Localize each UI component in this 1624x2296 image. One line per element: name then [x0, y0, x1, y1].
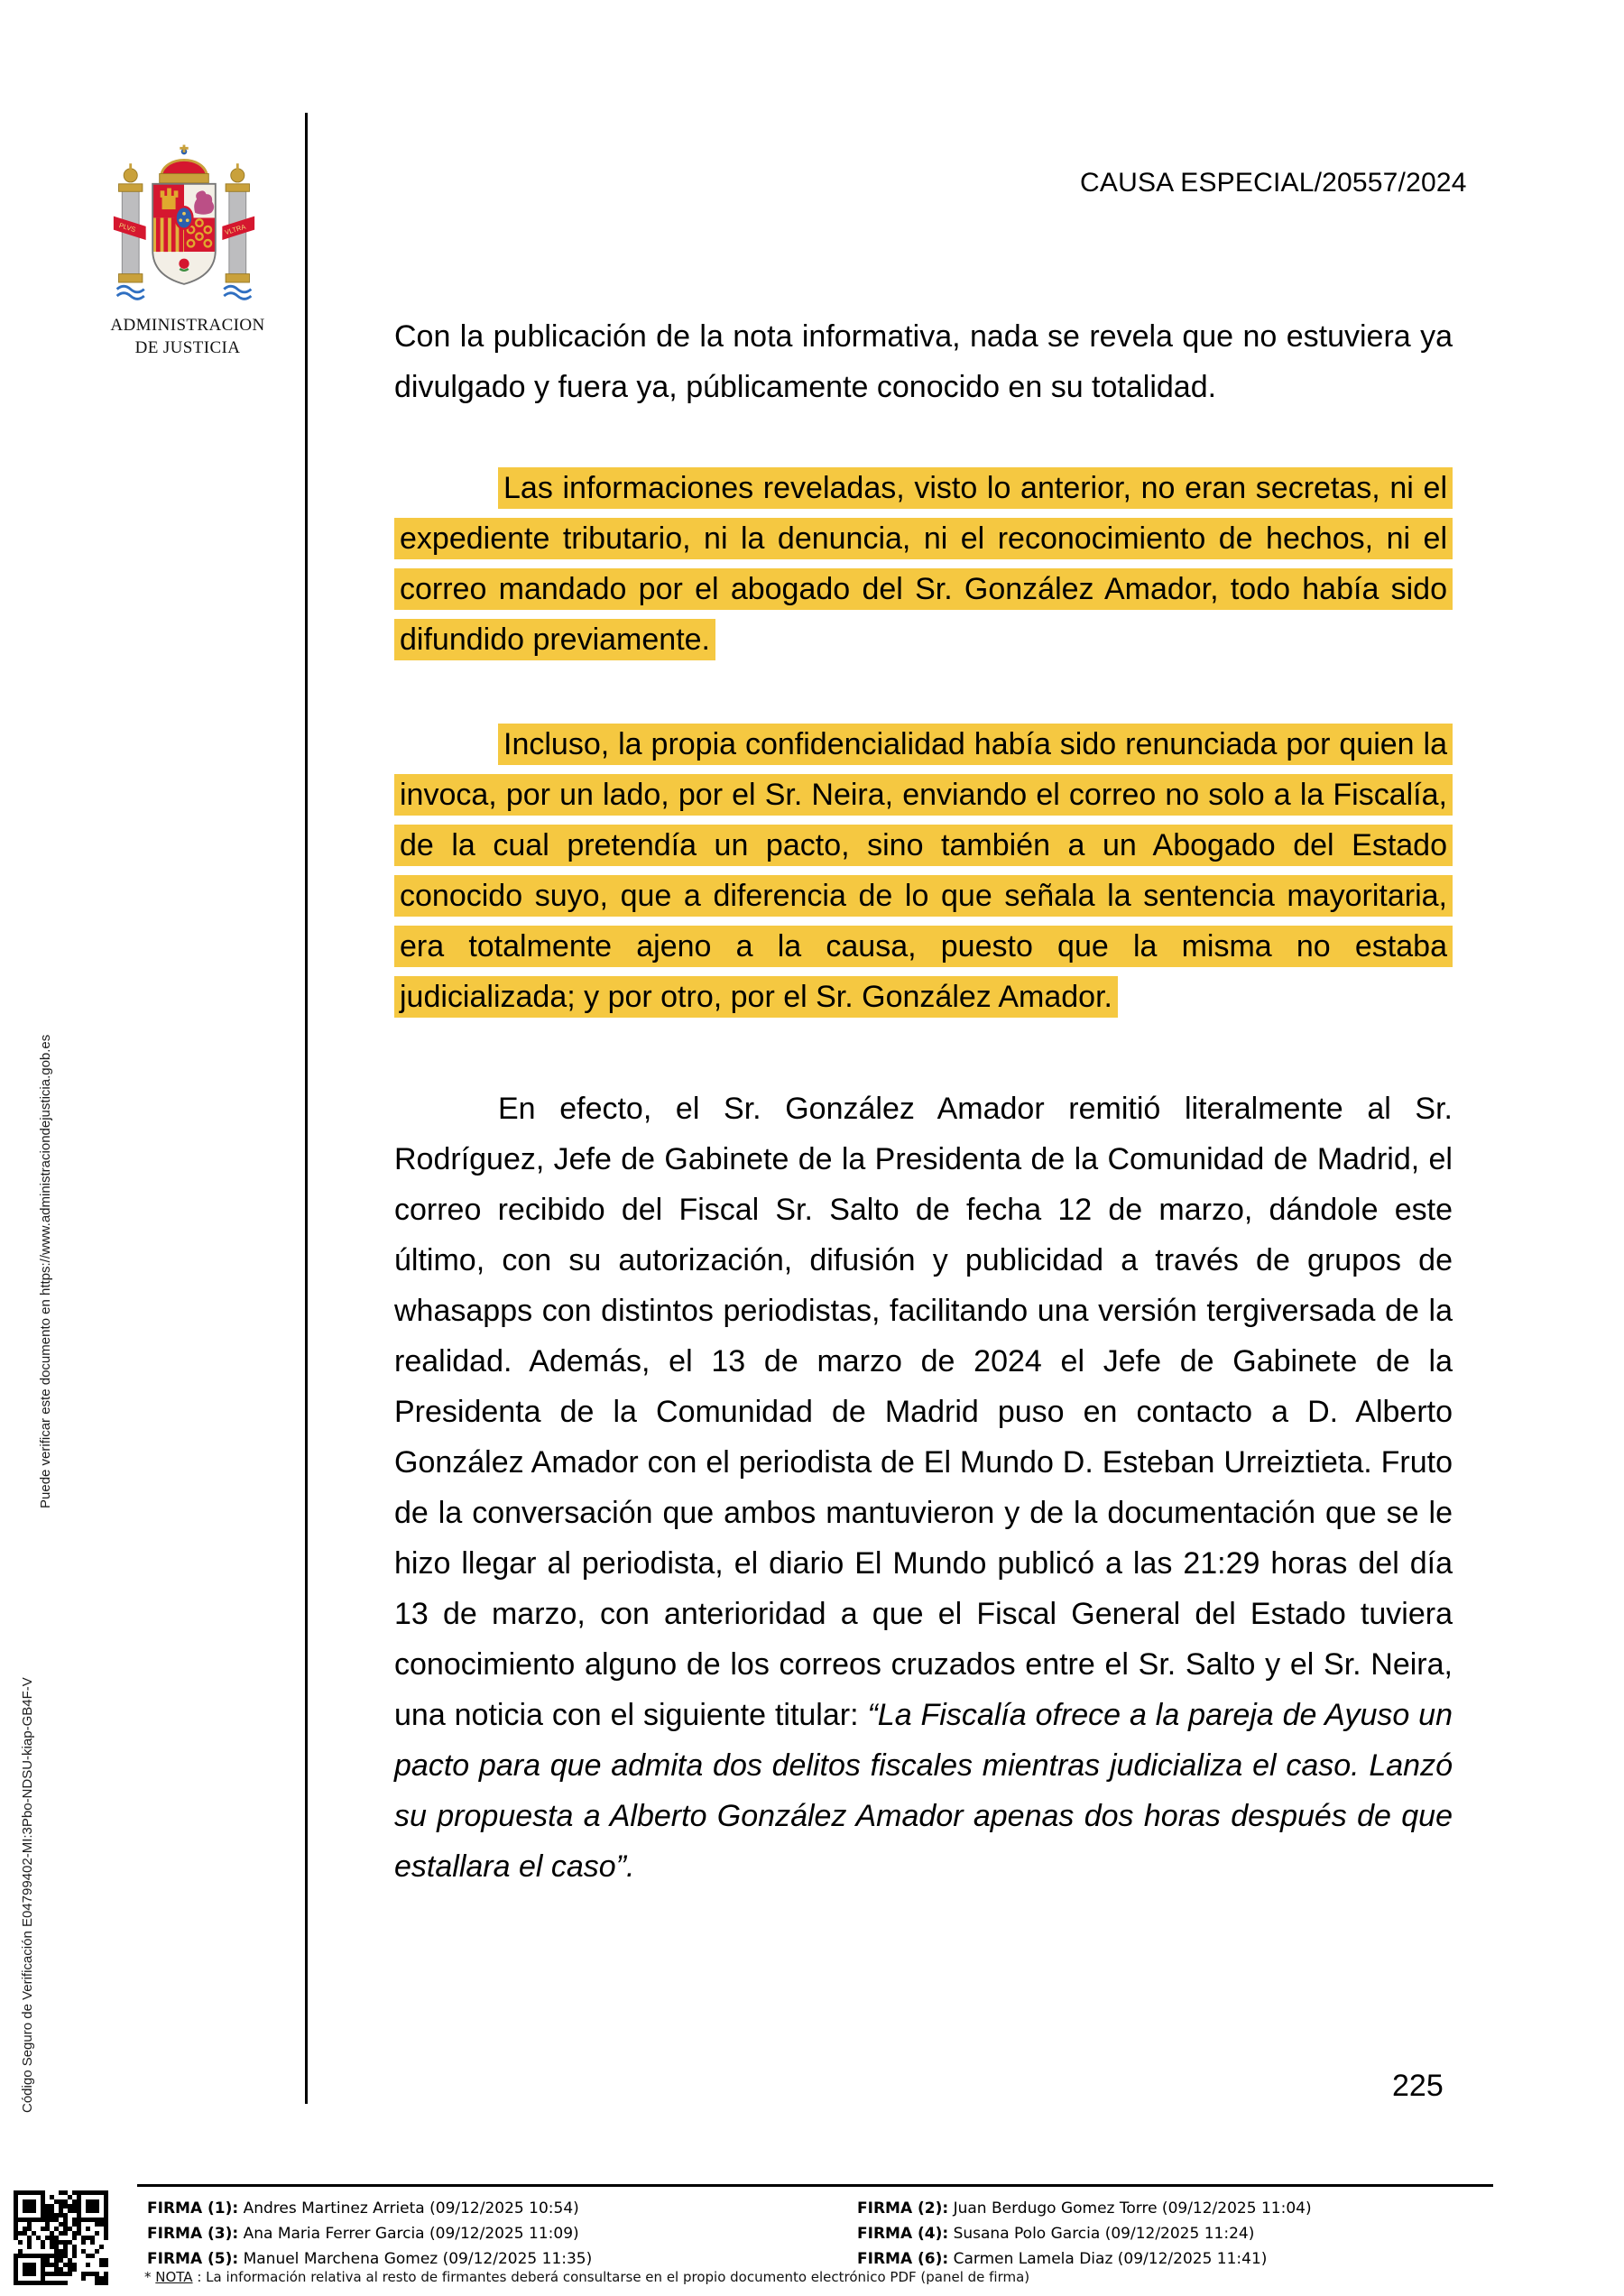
signature-value: Andres Martinez Arrieta (09/12/2025 10:54) — [243, 2199, 579, 2218]
footnote-star: * — [144, 2269, 156, 2285]
signature-row — [147, 2196, 592, 2221]
highlight-mark: Las informaciones reveladas, visto lo anterior, no eran secretas, ni el expediente tributario, ni la denuncia, ni el reconocimiento de hechos, ni el correo mandado por el abogado del Sr. González Amador, todo había sido difundido previamente. — [394, 467, 1453, 660]
svg-text:VLTRA: VLTRA — [224, 222, 247, 237]
paragraph: Con la publicación de la nota informativa, nada se revela que no estuviera ya divulgado y fuera ya, públicamente conocido en su totalidad. — [394, 319, 1453, 404]
signature-row — [857, 2196, 1312, 2221]
signature-value: Ana Maria Ferrer Garcia (09/12/2025 11:09) — [243, 2225, 579, 2243]
signature-value: Juan Berdugo Gomez Torre (09/12/2025 11:04) — [953, 2199, 1312, 2218]
footnote — [144, 2269, 1029, 2285]
footnote-text: : La información relativa al resto de firmantes deberá consultarse en el propio documento electrónico PDF (panel de firma) — [192, 2269, 1030, 2285]
signature-label: FIRMA (2): — [857, 2199, 949, 2218]
qr-code-icon — [14, 2190, 108, 2285]
paragraph — [394, 1083, 1453, 1892]
quoted-headline: “La Fiscalía ofrece a la pareja de Ayuso un pacto para que admita dos delitos fiscales mientras judicializa el caso. Lanzó su propuesta a Alberto González Amador apenas dos horas después de que estallara el caso”. — [394, 1698, 1453, 1884]
signature-label: FIRMA (1): — [147, 2199, 239, 2218]
org-name-line2: DE JUSTICIA — [134, 338, 241, 357]
coat-of-arms-icon — [112, 138, 256, 311]
footnote-label: NOTA — [155, 2269, 193, 2285]
signature-row — [857, 2246, 1312, 2272]
signature-row — [857, 2221, 1312, 2246]
signature-column-left — [147, 2196, 592, 2272]
signature-row — [147, 2221, 592, 2246]
case-number: CAUSA ESPECIAL/20557/2024 — [1080, 168, 1467, 198]
paragraph-text: En efecto, el Sr. González Amador remitió literalmente al Sr. Rodríguez, Jefe de Gabinete de la Presidenta de la Comunidad de Madrid, el correo recibido del Fiscal Sr. Salto de fecha 12 de marzo, dándole este último, con su autorización, difusión y publicidad a través de grupos de whasapps con distintos periodistas, facilitando una versión tergiversada de la realidad. Además, el 13 de marzo de 2024 el Jefe de Gabinete de la Presidenta de la Comunidad de Madrid puso en contacto a D. Alberto González Amador con el periodista de El Mundo D. Esteban Urreiztieta. Fruto de la conversación que ambos mantuvieron y de la documentación que se le hizo llegar al periodista, el diario El Mundo publicó a las 21:29 horas del día 13 de marzo, con anterioridad a que el Fiscal General del Estado tuviera conocimiento alguno de los correos cruzados entre el Sr. Salto y el Sr. Neira, una noticia con el siguiente titular: — [394, 1092, 1453, 1732]
page-number: 225 — [1392, 2069, 1444, 2103]
signature-label: FIRMA (6): — [857, 2250, 949, 2268]
verification-code-text: Código Seguro de Verificación E04799402-MI:3Pbo-NDSU-kiap-GB4F-V — [20, 1677, 35, 2113]
signature-row — [147, 2246, 592, 2272]
highlight-mark: Incluso, la propia confidencialidad había sido renunciada por quien la invoca, por un lado, por el Sr. Neira, enviando el correo no solo a la Fiscalía, de la cual pretendía un pacto, sino también a un Abogado del Estado conocido suyo, que a diferencia de lo que señala la sentencia mayoritaria, era totalmente ajeno a la causa, puesto que la misma no estaba judicializada; y por otro, por el Sr. González Amador. — [394, 724, 1453, 1018]
signature-label: FIRMA (5): — [147, 2250, 239, 2268]
signature-label: FIRMA (4): — [857, 2225, 949, 2243]
signature-value: Carmen Lamela Diaz (09/12/2025 11:41) — [953, 2250, 1268, 2268]
vertical-divider — [305, 113, 308, 2104]
org-name — [94, 314, 281, 359]
footer-divider — [137, 2184, 1493, 2187]
highlighted-paragraph — [394, 463, 1453, 665]
verify-url-text: Puede verificar este documento en https://www.administraciondejusticia.gob.es — [38, 1034, 53, 1508]
signature-value: Susana Polo Garcia (09/12/2025 11:24) — [953, 2225, 1255, 2243]
highlighted-paragraph — [394, 719, 1453, 1022]
org-name-line1: ADMINISTRACION — [110, 316, 265, 335]
signature-column-right — [857, 2196, 1312, 2272]
signature-label: FIRMA (3): — [147, 2225, 239, 2243]
signature-value: Manuel Marchena Gomez (09/12/2025 11:35) — [243, 2250, 593, 2268]
svg-text:PLVS: PLVS — [117, 221, 137, 235]
